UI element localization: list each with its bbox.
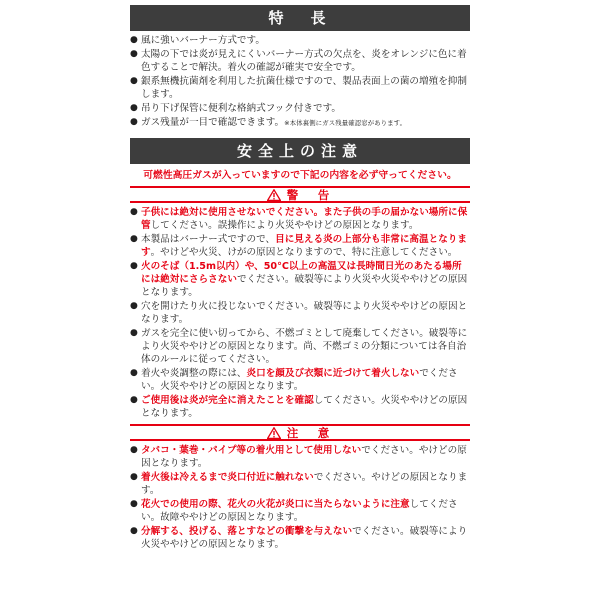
list-item: ● ガスを完全に使い切ってから、不燃ゴミとして廃棄してください。破裂等により火災ややけどの原因となります。尚、不燃ゴミの分類については各自治体のルールに従ってください。 [130,327,470,366]
list-item: ● ご使用後は炎が完全に消えたことを確認してください。火災ややけどの原因となります。 [130,394,470,420]
caution-title: 注 意 [286,425,334,440]
list-item: ● 子供には絶対に使用させないでください。また子供の手の届かない場所に保管してください。誤操作により火災ややけどの原因となります。 [130,206,470,232]
features-header: 特 長 [130,5,470,31]
safety-notice: 可燃性高圧ガスが入っていますので下記の内容を必ず守ってください。 [143,170,457,181]
warning-header [130,186,470,203]
caution-triangle-icon [267,427,281,439]
list-item: ● 分解する、投げる、落とすなどの衝撃を与えないでください。破裂等により火災ややけどの原因となります。 [130,525,470,551]
list-item: ● 太陽の下では炎が見えにくいバーナー方式の欠点を、炎をオレンジに色に着色することで解決。着火の確認が確実で安全です。 [130,48,470,74]
list-item: ● タバコ・葉巻・パイプ等の着火用として使用しないでください。やけどの原因となります。 [130,444,470,470]
list-item: ● 着火後は冷えるまで炎口付近に触れないでください。やけどの原因となります。 [130,471,470,497]
features-list [130,34,470,130]
warning-list [130,206,470,420]
list-item: ● 風に強いバーナー方式です。 [130,34,470,47]
caution-header [130,424,470,441]
list-item: ● 火のそば（1.5m以内）や、50°C以上の高温又は長時間日光のあたる場所には絶対にさらさないでください。破裂等により火災や火災ややけどの原因となります。 [130,260,470,299]
list-item: ● 銀系無機抗菌剤を利用した抗菌仕様ですので、製品表面上の菌の増殖を抑制します。 [130,75,470,101]
warning-triangle-icon [267,189,281,201]
safety-header: 安全上の注意 [130,138,470,164]
list-item: ● 吊り下げ保管に便利な格納式フック付きです。 [130,102,470,115]
warning-title: 警 告 [286,187,334,202]
caution-list [130,444,470,551]
list-item: ● 花火での使用の際、花火の火花が炎口に当たらないように注意してください。故障ややけどの原因となります。 [130,498,470,524]
product-label [130,0,470,600]
footnote: ※本体裏側にガス残量確認窓があります。 [284,119,407,127]
list-item: ● 着火や炎調整の際には、炎口を顔及び衣類に近づけて着火しないでください。火災ややけどの原因となります。 [130,367,470,393]
list-item: ● 穴を開けたり火に投じないでください。破裂等により火災ややけどの原因となります。 [130,300,470,326]
list-item: ● 本製品はバーナー式ですので、目に見える炎の上部分も非常に高温となります。やけどや火災、けがの原因となりますので、特に注意してください。 [130,233,470,259]
list-item: ● ガス残量が一目で確認できます。※本体裏側にガス残量確認窓があります。 [130,116,470,130]
